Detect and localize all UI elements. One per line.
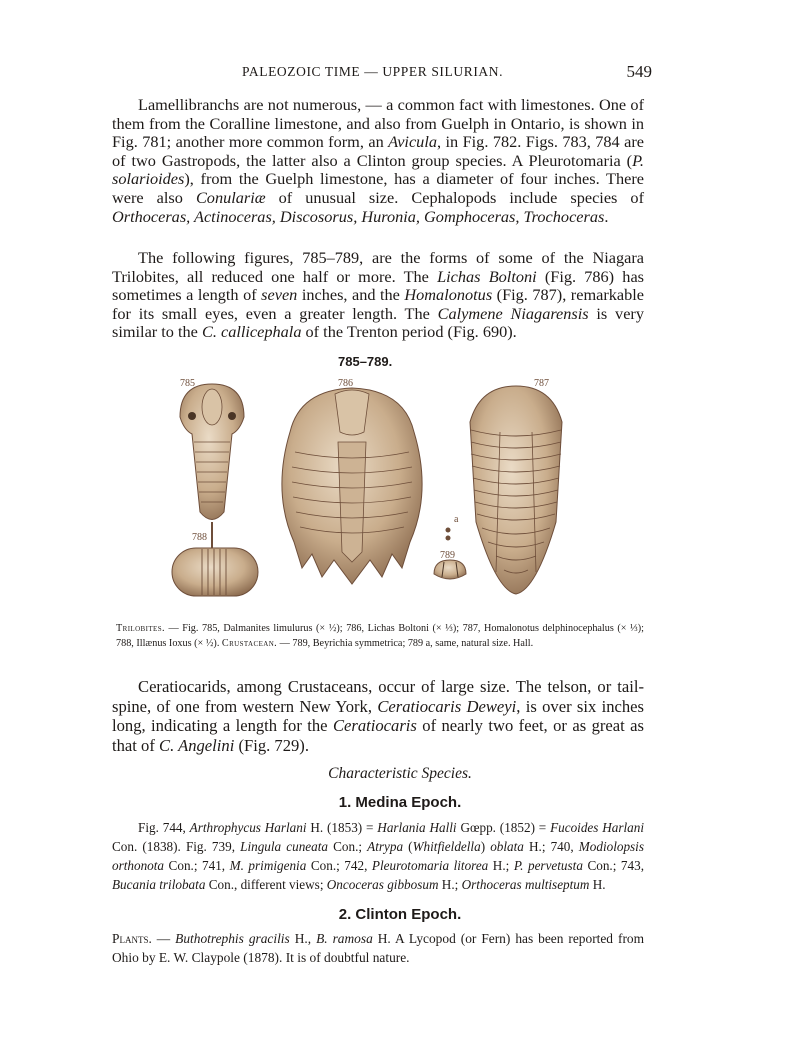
page-header — [112, 64, 652, 84]
fig-788-illaenus — [172, 548, 258, 596]
plants-paragraph: Plants. — Buthotrephis gracilis H., B. ramosa H. A Lycopod (or Fern) has been reported from Ohio by E. W. Claypole (1878). It is of doubtful nature. — [112, 931, 645, 965]
label-787: 787 — [534, 378, 549, 389]
medina-epoch-heading: 1. Medina Epoch. — [338, 794, 462, 811]
trilobite-illustration — [170, 372, 590, 602]
label-785: 785 — [180, 378, 195, 389]
figure-plate-number: 785–789. — [338, 354, 393, 369]
fig-786-lichas — [282, 388, 422, 584]
trilobite-figure — [170, 372, 590, 602]
paragraph-trilobites: The following figures, 785–789, are the forms of some of the Niagara Trilobites, all reduced one half or more. The Lichas Boltoni (Fig. 786) has sometimes a length of seven inches, and the Homalonotus (Fig. 787), remarkable for its small eyes, even a greater length. The Calymene Niagarensis is very similar to the C. callicephala of the Trenton period (Fig. 690). — [112, 248, 645, 342]
characteristic-species-heading: Characteristic Species. — [328, 765, 472, 782]
label-786: 786 — [338, 378, 353, 389]
running-head: PALEOZOIC TIME — UPPER SILURIAN. — [242, 64, 504, 79]
fig-785-dalmanites — [180, 384, 244, 550]
figure-caption: Trilobites. — Fig. 785, Dalmanites limulurus (× ½); 786, Lichas Boltoni (× ⅓); 787, Homalonotus delphinocephalus (× ⅓); 788, Illænus Ioxus (× ½). Crustacean. — 789, Beyrichia symmetrica; 789 a, same, natural size. Hall. — [116, 623, 644, 649]
label-788: 788 — [192, 532, 207, 543]
label-789a: a — [454, 514, 459, 525]
fig-787-homalonotus — [470, 386, 562, 594]
page-number: 549 — [626, 62, 652, 81]
label-789: 789 — [440, 550, 455, 561]
paragraph-ceratiocarids: Ceratiocarids, among Crustaceans, occur of large size. The telson, or tail-spine, of one from western New York, Ceratiocaris Deweyi, is over six inches long, indicating a length for the Ceratiocaris of nearly two feet, or as great as that of C. Angelini (Fig. 729). — [112, 677, 644, 755]
medina-species-list: Fig. 744, Arthrophycus Harlani H. (1853) = Harlania Halli Gœpp. (1852) = Fucoides Harlani Con. (1838). Fig. 739, Lingula cuneata Con.; Atrypa (Whitfieldella) oblata H.; 740, Modiolopsis orthonota Con.; 741, M. primigenia Con.; 742, Pleurotomaria litorea H.; P. pervetusta Con.; 743, Bucania trilobata Con., different views; Oncoceras gibbosum H.; Orthoceras multiseptum H. — [112, 820, 645, 892]
paragraph-lamellibranchs: Lamellibranchs are not numerous, — a common fact with limestones. One of them from the Coralline limestone, and also from Guelph in Ontario, is shown in Fig. 781; another more common form, an Avicula, in Fig. 782. Figs. 783, 784 are of two Gastropods, the latter also a Clinton group species. A Pleurotomaria (P. solarioides), from the Guelph limestone, has a diameter of four inches. There were also Conulariæ of unusual size. Cephalopods include species of Orthoceras, Actinoceras, Discosorus, Huronia, Gomphoceras, Trochoceras. — [112, 95, 644, 226]
clinton-epoch-heading: 2. Clinton Epoch. — [338, 906, 462, 923]
